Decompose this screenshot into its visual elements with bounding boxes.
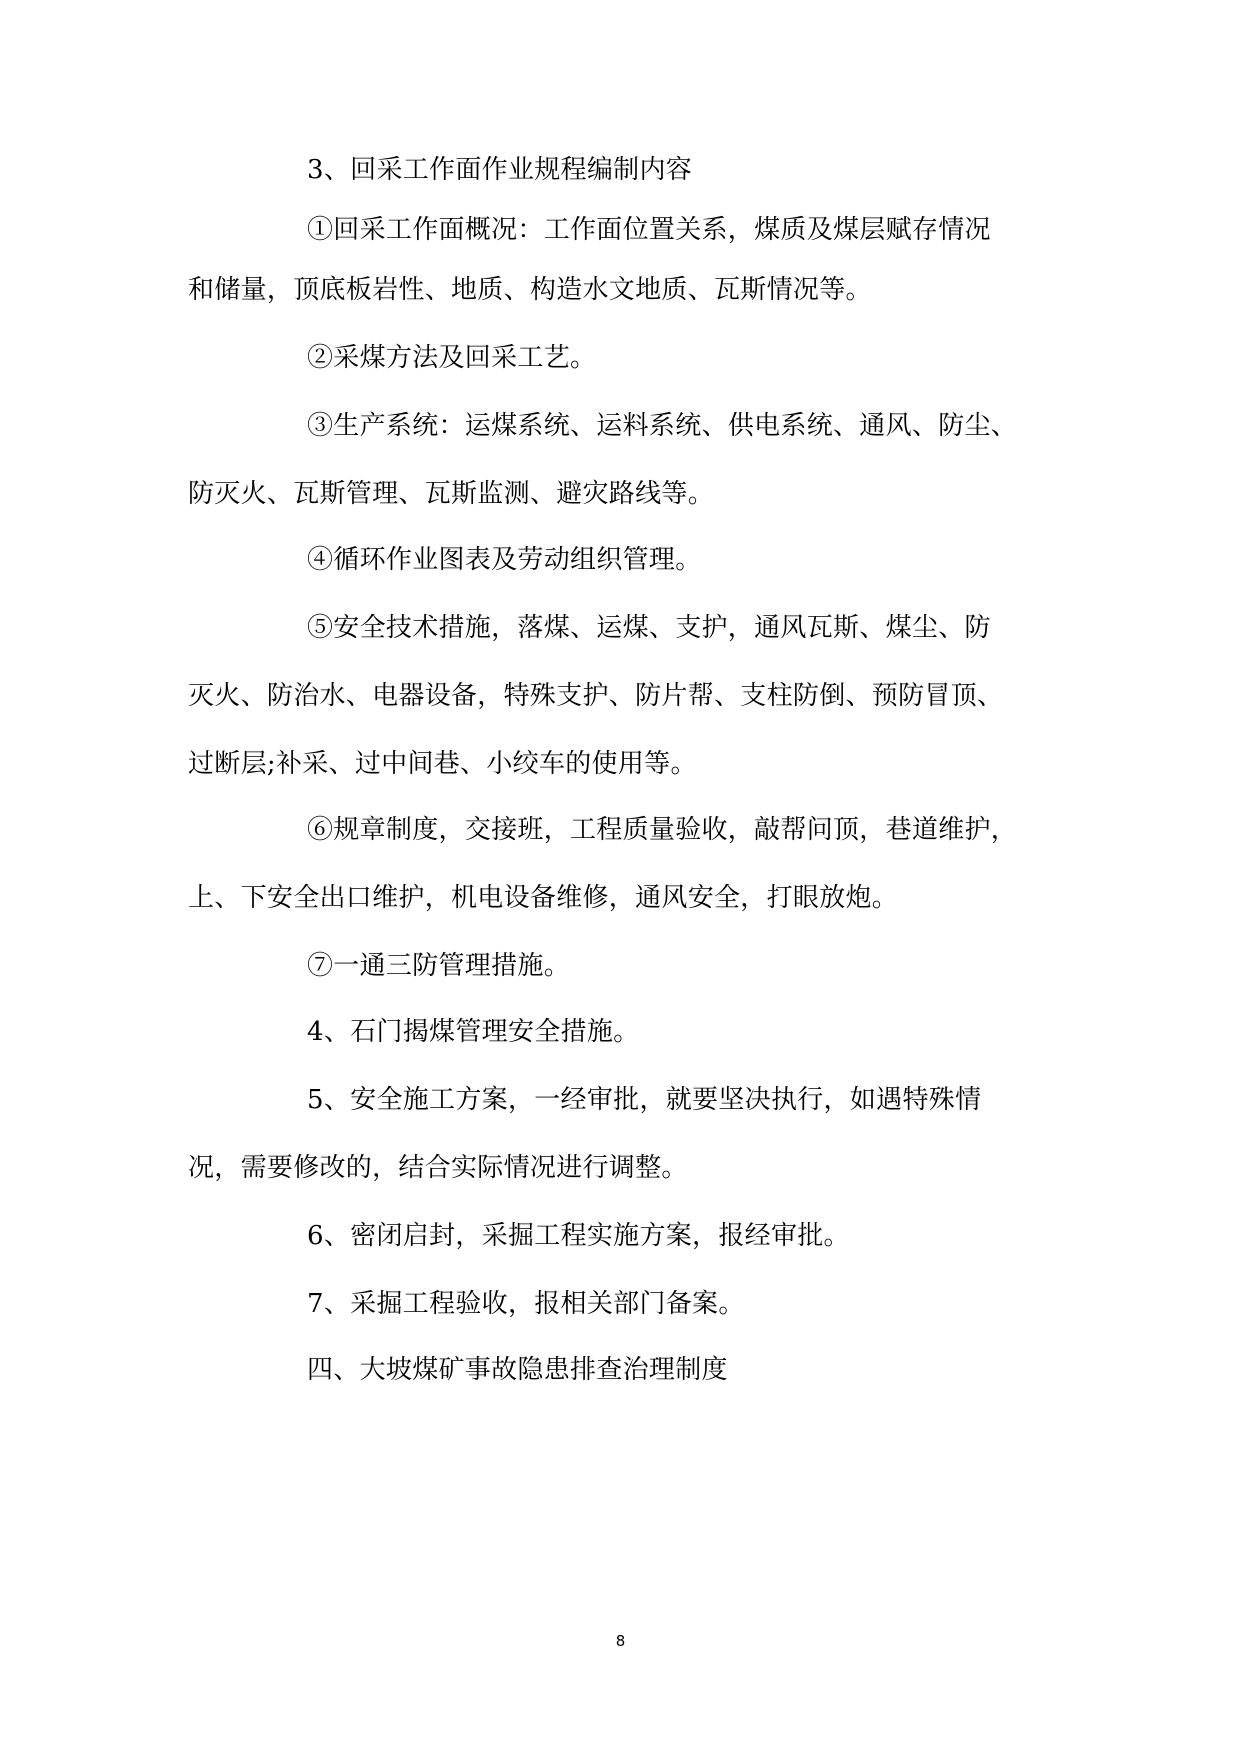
section-heading: 3、回采工作面作业规程编制内容 [307,155,693,185]
section-heading: 四、大坡煤矿事故隐患排查治理制度 [307,1355,728,1385]
paragraph-line: 6、密闭启封，采掘工程实施方案，报经审批。 [307,1221,850,1251]
paragraph-line: ⑤安全技术措施，落煤、运煤、支护，通风瓦斯、煤尘、防 [307,613,991,643]
page-number: 8 [615,1632,626,1650]
paragraph-line: 况，需要修改的，结合实际情况进行调整。 [188,1153,688,1183]
paragraph-line: 7、采掘工程验收，报相关部门备案。 [307,1289,745,1319]
paragraph-line: 过断层;补采、过中间巷、小绞车的使用等。 [188,749,697,779]
paragraph-line: ③生产系统：运煤系统、运料系统、供电系统、通风、防尘、 [307,411,1018,441]
paragraph-line: 和储量，顶底板岩性、地质、构造水文地质、瓦斯情况等。 [188,275,872,305]
paragraph-line: 灭火、防治水、电器设备，特殊支护、防片帮、支柱防倒、预防冒顶、 [188,681,1004,711]
paragraph-line: 上、下安全出口维护，机电设备维修，通风安全，打眼放炮。 [188,883,899,913]
paragraph-line: ⑦一通三防管理措施。 [307,951,571,981]
paragraph-line: 5、安全施工方案，一经审批，就要坚决执行，如遇特殊情 [307,1085,982,1115]
paragraph-line: ①回采工作面概况：工作面位置关系，煤质及煤层赋存情况 [307,215,991,245]
paragraph-line: 4、石门揭煤管理安全措施。 [307,1017,640,1047]
paragraph-line: 防灭火、瓦斯管理、瓦斯监测、避灾路线等。 [188,479,715,509]
paragraph-line: ②采煤方法及回采工艺。 [307,343,597,373]
paragraph-line: ④循环作业图表及劳动组织管理。 [307,545,702,575]
paragraph-line: ⑥规章制度，交接班，工程质量验收，敲帮问顶，巷道维护， [307,815,1018,845]
